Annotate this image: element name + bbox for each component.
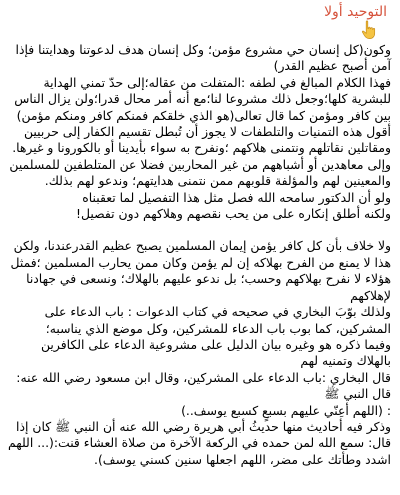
paragraph-spacer — [7, 222, 391, 238]
backhand-index-pointing-down-icon — [359, 20, 379, 40]
message-paragraph-2: ولا خلاف بأن كل كافر يؤمن إيمان المسلمين يصبح عظيم القدرعندنا، ولكن هذا لا يمنع من الفرح بهلاكه إن لم يؤمن وكان ممن يحارب المسلمين ؛فمثل هؤلاء لا نفرح بهلاكهم وحسب؛ بل ندعو عليهم بالهلاك؛ ونسعى في جهادنا لإهلاكهم ولذلك بوّبَ البخاري في صحيحه في كتاب الدعوات : باب الدعاء على المشركين، كما بوب باب الدعاء للمشركين، وكل موضع الذي يناسبه؛ وفيما ذكره هو وغيره بيان الدليل على مشروعية الدعاء على الكافرين بالهلاك وتمنيه لهم قال البخاري :باب الدعاء على المشركين، وقال ابن مسعود رضي الله عنه: قال النبي ﷺ : (اللهم أعِنّي عليهم بسبعٍ كسبع يوسف..) وذكر فيه أحاديث منها حديثُ أبي هريرة رضي الله عنه أن النبي ﷺ كان إذا قال: سمع الله لمن حمده في الركعة الآخرة من صلاة العشاء قنت:(... اللهم اشدد وطأتك على مضر، اللهم اجعلها سنين كسني يوسف). — [7, 238, 391, 467]
pointer-emoji-row — [7, 20, 391, 42]
message-paragraph-1: وكون(كل إنسان حي مشروع مؤمن؛ وكل إنسان هدف لدعوتنا وهدايتنا فإذا آمن أصبح عظيم القدر) فهذا الكلام المبالغ في لطفه :المتفلت من عقاله؛إلى حدّ تمني الهداية للبشرية كلها؛وجعل ذلك مشروعا لنا؛مع أنه أمر محال قدرا؛ولن يزال الناس بين كافر ومؤمن كما قال تعالى(هو الذي خلقكم فمنكم كافر ومنكم مؤمن) أقول هذه التمنيات والتلطفات لا يجوز أن تُبطل تقسيم الكفار إلى حربيين ومقاتلين نقاتلهم ونتمنى هلاكهم ؛ونفرح به سواء بأيدينا أو بالكورونا و غيرها. وإلى معاهدين أو أشباههم من غير المحاربين فضلا عن المتلطفين للمسلمين والمعينين لهم والمؤلفة قلوبهم ممن نتمنى هدايتهم؛ وندعو لهم بذلك. ولو أن الدكتور سامحه الله فصل مثل هذا التفصيل لما تعقبناه ولكنه أطلق إنكاره على من يحب نقصهم وهلاكهم دون تفصيل! — [9, 42, 391, 222]
sender-name[interactable]: التوحيد أولا — [324, 4, 387, 20]
